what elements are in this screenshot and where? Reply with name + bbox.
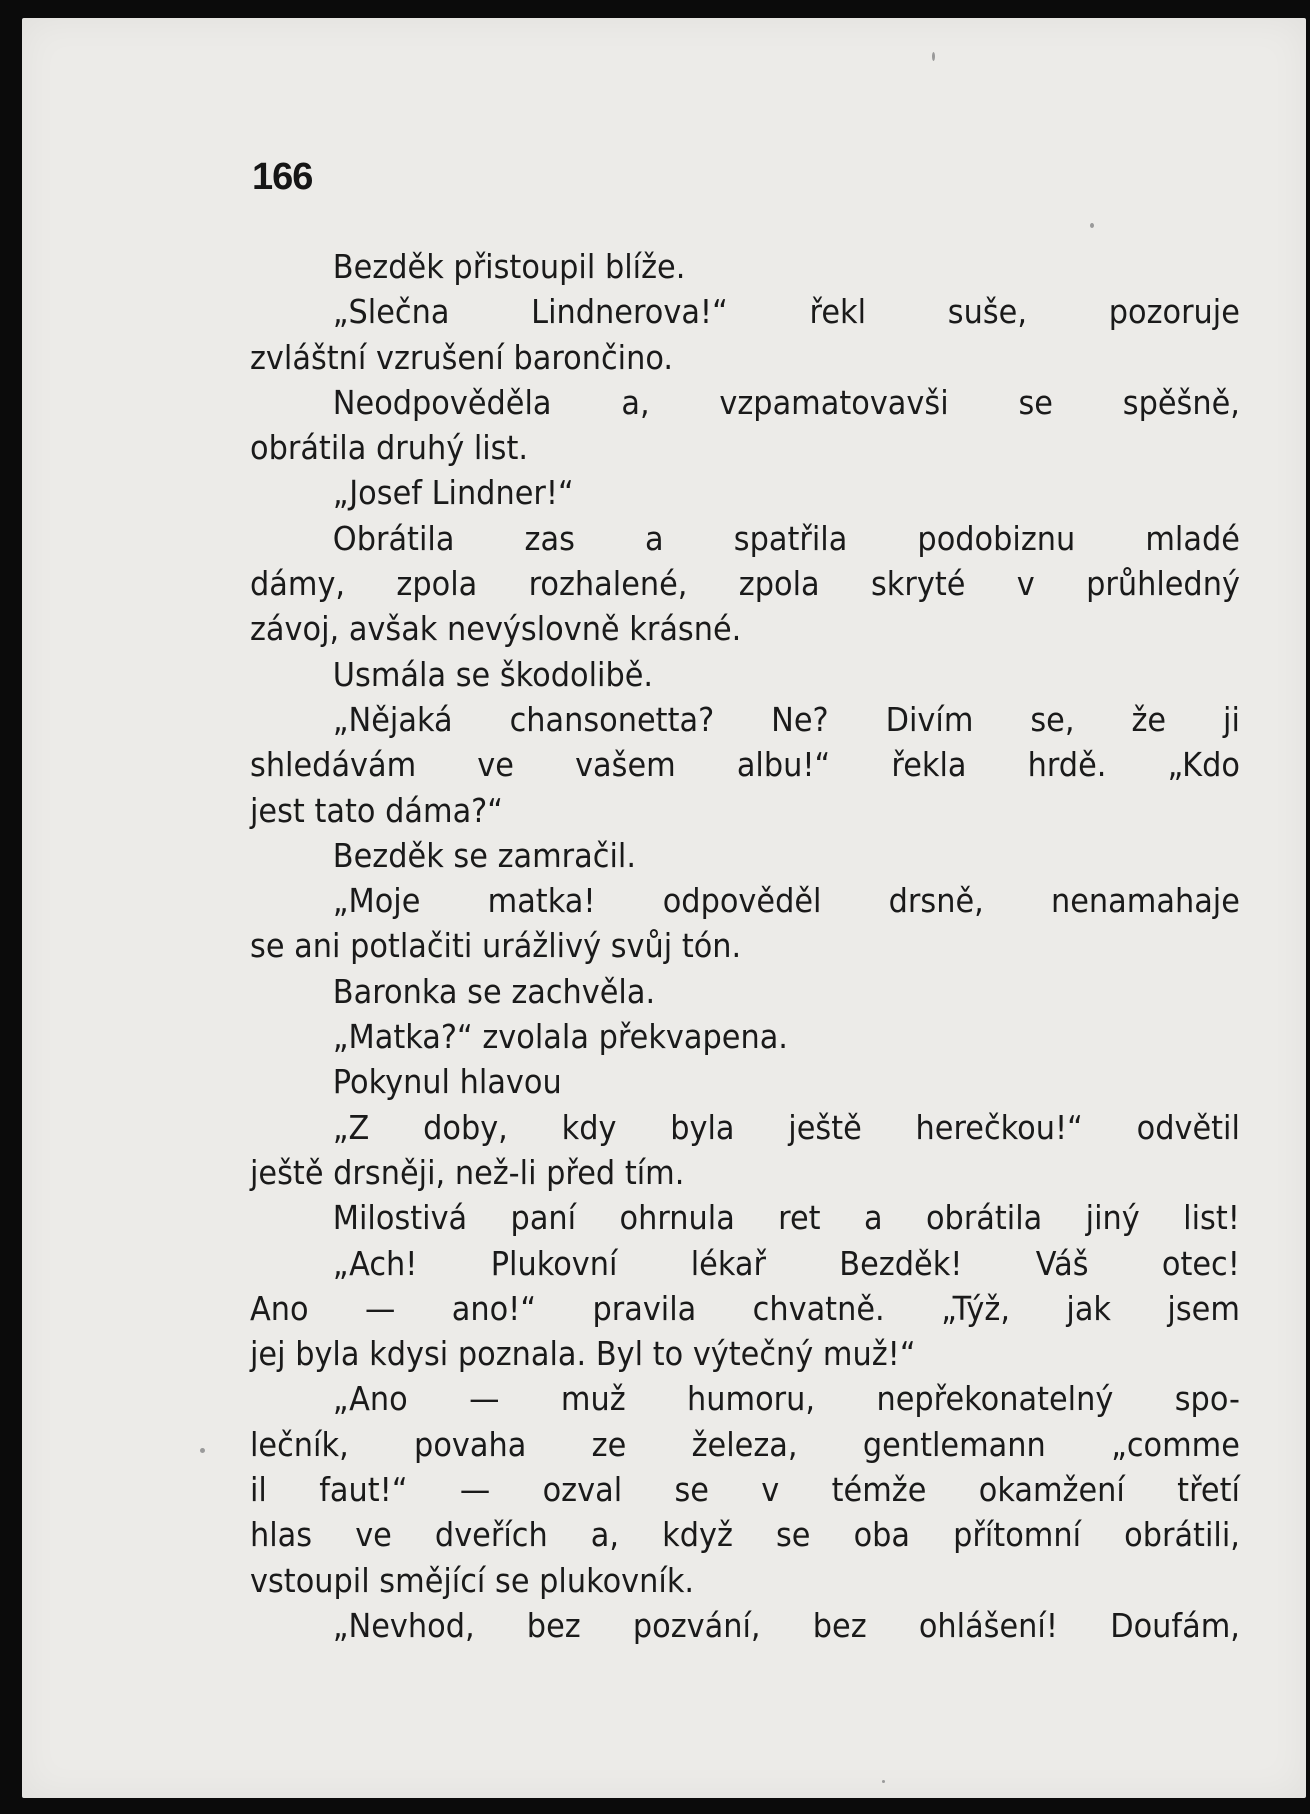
text-line: „Ano — muž humoru, nepřekonatelný spo- xyxy=(332,1379,1240,1419)
text-line: obrátila druhý list. xyxy=(250,428,529,468)
text-line: Bezděk se zamračil. xyxy=(332,835,636,875)
text-line: závoj, avšak nevýslovně krásné. xyxy=(250,609,742,649)
text-line: Ano — ano!“ pravila chvatně. „Týž, jak jsem xyxy=(250,1288,1240,1328)
text-line: Neodpověděla a, vzpamatovavši se spěšně, xyxy=(332,382,1240,422)
print-speck xyxy=(932,52,935,61)
book-page xyxy=(22,18,1306,1798)
print-speck xyxy=(882,1780,885,1783)
text-line: Milostivá paní ohrnula ret a obrátila jiný list! xyxy=(332,1198,1240,1238)
print-speck xyxy=(200,1448,205,1453)
text-line: „Ach! Plukovní lékař Bezděk! Váš otec! xyxy=(332,1243,1240,1283)
text-line: vstoupil smějící se plukovník. xyxy=(250,1560,695,1600)
text-line: Bezděk přistoupil blíže. xyxy=(332,247,686,286)
text-line: ještě drsněji, než-li před tím. xyxy=(250,1152,685,1192)
page-number: 166 xyxy=(252,156,313,198)
text-line: se ani potlačiti urážlivý svůj tón. xyxy=(250,926,742,966)
text-line: „Josef Lindner!“ xyxy=(332,473,574,513)
text-line: „Matka?“ zvolala překvapena. xyxy=(332,1017,788,1057)
text-line: „Nějaká chansonetta? Ne? Divím se, že ji xyxy=(332,699,1240,739)
text-line: Usmála se škodolibě. xyxy=(332,654,654,694)
text-line: „Moje matka! odpověděl drsně, nenamahaje xyxy=(332,881,1240,921)
page-body-text xyxy=(250,244,1240,1648)
text-line: il faut!“ — ozval se v témže okamžení třetí xyxy=(250,1470,1240,1510)
text-line: Pokynul hlavou xyxy=(332,1062,562,1102)
print-speck xyxy=(1090,223,1094,228)
text-line: dámy, zpola rozhalené, zpola skryté v průhledný xyxy=(250,564,1240,604)
text-line: „Nevhod, bez pozvání, bez ohlášení! Doufám, xyxy=(332,1605,1240,1645)
text-line: shledávám ve vašem albu!“ řekla hrdě. „Kdo xyxy=(250,745,1240,785)
text-line: Obrátila zas a spatřila podobiznu mladé xyxy=(332,518,1240,558)
text-line: Baronka se zachvěla. xyxy=(332,971,656,1011)
text-line: jej byla kdysi poznala. Byl to výtečný muž!“ xyxy=(250,1334,916,1374)
text-line: zvláštní vzrušení barončino. xyxy=(250,337,674,377)
text-line: jest tato dáma?“ xyxy=(250,790,504,830)
text-line: „Slečna Lindnerova!“ řekl suše, pozoruje xyxy=(332,292,1240,332)
text-line: „Z doby, kdy byla ještě herečkou!“ odvětil xyxy=(332,1107,1240,1147)
text-line: hlas ve dveřích a, když se oba přítomní obrátili, xyxy=(250,1515,1240,1555)
text-line: lečník, povaha ze železa, gentlemann „comme xyxy=(250,1424,1240,1464)
